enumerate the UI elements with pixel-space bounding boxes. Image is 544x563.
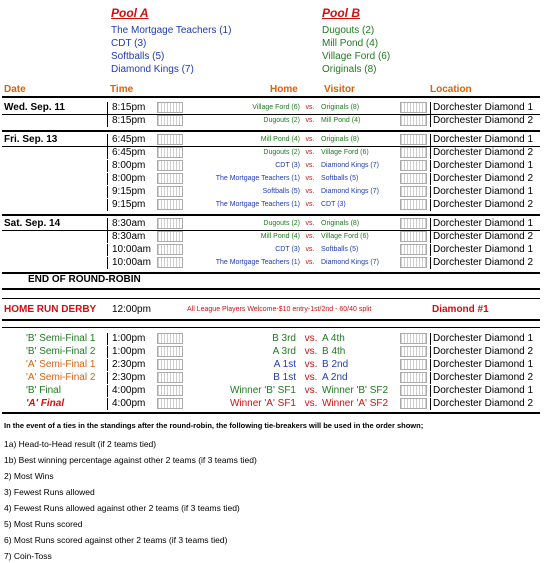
header-date: Date [4,84,26,95]
grid-pattern [400,102,427,113]
grid-pattern [157,173,183,184]
table-row [2,346,540,358]
home-team: Mill Pond (4) [260,233,300,240]
game-location: Dorchester Diamond 2 [430,231,540,243]
section-divider [2,319,540,321]
table-row [2,385,540,397]
game-time: 2:30pm [112,372,146,383]
game-location: Dorchester Diamond 2 [430,199,540,211]
vs-label: vs. [304,346,318,357]
game-date: Fri. Sep. 13 [4,134,58,145]
game-time: 10:00am [112,257,151,268]
visitor-team: Originals (8) [321,136,360,143]
game-location: Dorchester Diamond 1 [430,186,540,198]
table-row [2,333,540,345]
derby-label: HOME RUN DERBY [4,304,97,315]
grid-pattern [400,257,427,268]
playoff-label: 'B' Semi-Final 2 [26,346,96,357]
tiebreaker-item: 6) Most Runs scored against other 2 teams (if 3 teams tied) [4,535,228,545]
game-location: Dorchester Diamond 2 [430,372,540,384]
playoff-label: 'A' Semi-Final 1 [26,359,96,370]
game-time: 2:30pm [112,359,146,370]
table-row [2,134,540,146]
game-location: Dorchester Diamond 1 [430,218,540,230]
vs-label: vs. [305,136,315,143]
table-row [2,115,540,127]
home-team: The Mortgage Teachers (1) [215,175,300,182]
grid-pattern [157,346,183,357]
home-team: CDT (3) [275,246,300,253]
vs-label: vs. [305,104,315,111]
pool-b-team: Village Ford (6) [322,51,391,62]
home-team: B 3rd [272,333,296,344]
derby-location: Diamond #1 [432,304,489,315]
game-location: Dorchester Diamond 1 [430,160,540,172]
tiebreaker-item: 2) Most Wins [4,471,54,481]
home-team: Dugouts (2) [263,117,300,124]
game-date: Wed. Sep. 11 [4,102,65,113]
grid-pattern [400,186,427,197]
visitor-team: CDT (3) [321,201,346,208]
visitor-team: Originals (8) [321,104,360,111]
grid-pattern [400,346,427,357]
visitor-team: Originals (8) [321,220,360,227]
game-location: Dorchester Diamond 2 [430,147,540,159]
home-team: Village Ford (6) [252,104,300,111]
table-row [2,160,540,172]
visitor-team: B 4th [322,346,346,357]
game-time: 9:15pm [112,186,146,197]
table-row [2,257,540,269]
pool-a-team: CDT (3) [111,38,147,49]
pool-a-team: Softballs (5) [111,51,165,62]
grid-pattern [400,199,427,210]
vs-label: vs. [305,259,315,266]
home-team: Dugouts (2) [263,149,300,156]
game-time: 8:30am [112,218,146,229]
grid-pattern [400,147,427,158]
game-time: 8:15pm [112,115,146,126]
vs-label: vs. [305,149,315,156]
grid-pattern [400,385,427,396]
vs-label: vs. [304,398,318,409]
grid-pattern [157,160,183,171]
section-divider [2,327,540,328]
table-row [2,199,540,211]
tiebreak-intro: In the event of a ties in the standings after the round-robin, the following tie-breakers will be used in the order shown; [4,421,424,430]
pool-b-team: Dugouts (2) [322,25,375,36]
game-location: Dorchester Diamond 1 [430,359,540,371]
home-team: Dugouts (2) [263,220,300,227]
game-location: Dorchester Diamond 1 [430,333,540,345]
visitor-team: Softballs (5) [321,246,359,253]
grid-pattern [157,257,183,268]
pool-b-title: Pool B [322,6,360,20]
table-row [2,359,540,371]
tiebreaker-item: 3) Fewest Runs allowed [4,487,95,497]
playoff-label: 'B' Final [26,385,61,396]
grid-pattern [157,333,183,344]
grid-pattern [157,385,183,396]
table-row [2,147,540,159]
vs-label: vs. [305,188,315,195]
grid-pattern [400,134,427,145]
visitor-team: Village Ford (6) [321,149,369,156]
game-location: Dorchester Diamond 1 [430,244,540,256]
section-divider [2,130,540,132]
pool-b-team: Originals (8) [322,64,377,75]
grid-pattern [400,398,427,409]
pool-b-team: Mill Pond (4) [322,38,379,49]
derby-note: All League Players Welcome-$10 entry-1st/2nd - 60/40 split [187,306,372,313]
tiebreaker-item: 4) Fewest Runs allowed against other 2 teams (if 3 teams tied) [4,503,240,513]
vs-label: vs. [304,385,318,396]
playoff-label: 'A' Semi-Final 2 [26,372,96,383]
vs-label: vs. [304,372,318,383]
grid-pattern [400,218,427,229]
game-location: Dorchester Diamond 1 [430,102,540,114]
game-location: Dorchester Diamond 2 [430,398,540,410]
visitor-team: Winner 'B' SF2 [322,385,389,396]
game-time: 4:00pm [112,385,146,396]
visitor-team: Mill Pond (4) [321,117,361,124]
game-location: Dorchester Diamond 2 [430,115,540,127]
table-row [2,102,540,114]
vs-label: vs. [305,162,315,169]
section-divider [2,288,540,290]
tiebreaker-item: 5) Most Runs scored [4,519,83,529]
home-team: A 1st [273,359,296,370]
game-time: 8:15pm [112,102,146,113]
playoff-label: 'A' Final [26,398,65,409]
game-time: 8:30am [112,231,146,242]
derby-time: 12:00pm [112,304,151,315]
header-home: Home [270,84,298,95]
home-team: Winner 'A' SF1 [229,398,296,409]
game-location: Dorchester Diamond 2 [430,173,540,185]
pool-a-title: Pool A [111,6,149,20]
grid-pattern [400,359,427,370]
grid-pattern [400,173,427,184]
vs-label: vs. [304,333,318,344]
home-team: CDT (3) [275,162,300,169]
game-time: 1:00pm [112,346,146,357]
visitor-team: B 2nd [322,359,349,370]
home-team: The Mortgage Teachers (1) [215,201,300,208]
game-time: 8:00pm [112,160,146,171]
section-divider [2,412,540,414]
section-divider [2,298,540,299]
visitor-team: Diamond Kings (7) [321,162,379,169]
tiebreaker-item: 1b) Best winning percentage against other 2 teams (if 3 teams tied) [4,455,257,465]
grid-pattern [157,398,183,409]
vs-label: vs. [305,220,315,227]
grid-pattern [157,102,183,113]
vs-label: vs. [305,117,315,124]
derby-row [2,304,540,316]
header-location: Location [430,84,472,95]
section-divider [2,214,540,216]
visitor-team: A 4th [322,333,345,344]
game-location: Dorchester Diamond 1 [430,385,540,397]
grid-pattern [157,186,183,197]
home-team: Winner 'B' SF1 [229,385,296,396]
game-location: Dorchester Diamond 2 [430,257,540,269]
vs-label: vs. [305,233,315,240]
table-row [2,398,540,410]
table-row [2,173,540,185]
home-team: B 1st [273,372,296,383]
table-row [2,186,540,198]
grid-pattern [400,231,427,242]
grid-pattern [157,372,183,383]
game-time: 8:00pm [112,173,146,184]
table-row [2,372,540,384]
grid-pattern [157,199,183,210]
vs-label: vs. [305,175,315,182]
grid-pattern [400,160,427,171]
visitor-team: A 2nd [322,372,348,383]
grid-pattern [400,372,427,383]
pool-a-team: The Mortgage Teachers (1) [111,25,232,36]
end-round-robin: END OF ROUND-ROBIN [28,274,141,285]
home-team: Mill Pond (4) [260,136,300,143]
vs-label: vs. [304,359,318,370]
game-time: 10:00am [112,244,151,255]
visitor-team: Winner 'A' SF2 [322,398,389,409]
grid-pattern [157,359,183,370]
header-time: Time [110,84,134,95]
grid-pattern [400,115,427,126]
pool-a-team: Diamond Kings (7) [111,64,194,75]
game-date: Sat. Sep. 14 [4,218,61,229]
grid-pattern [157,134,183,145]
visitor-team: Diamond Kings (7) [321,188,379,195]
playoff-label: 'B' Semi-Final 1 [26,333,96,344]
tiebreaker-item: 1a) Head-to-Head result (if 2 teams tied) [4,439,157,449]
table-row [2,231,540,243]
game-time: 6:45pm [112,134,146,145]
home-team: Softballs (5) [262,188,300,195]
grid-pattern [157,147,183,158]
visitor-team: Diamond Kings (7) [321,259,379,266]
vs-label: vs. [305,201,315,208]
table-row [2,218,540,230]
grid-pattern [157,244,183,255]
vs-label: vs. [305,246,315,253]
game-time: 1:00pm [112,333,146,344]
grid-pattern [400,333,427,344]
visitor-team: Village Ford (6) [321,233,369,240]
table-row [2,244,540,256]
visitor-team: Softballs (5) [321,175,359,182]
game-time: 6:45pm [112,147,146,158]
game-location: Dorchester Diamond 2 [430,346,540,358]
grid-pattern [157,231,183,242]
game-location: Dorchester Diamond 1 [430,134,540,146]
game-time: 9:15pm [112,199,146,210]
grid-pattern [400,244,427,255]
game-time: 4:00pm [112,398,146,409]
grid-pattern [157,218,183,229]
tiebreaker-item: 7) Coin-Toss [4,551,52,561]
header-visitor: Visitor [324,84,355,95]
home-team: The Mortgage Teachers (1) [215,259,300,266]
grid-pattern [157,115,183,126]
home-team: A 3rd [272,346,296,357]
